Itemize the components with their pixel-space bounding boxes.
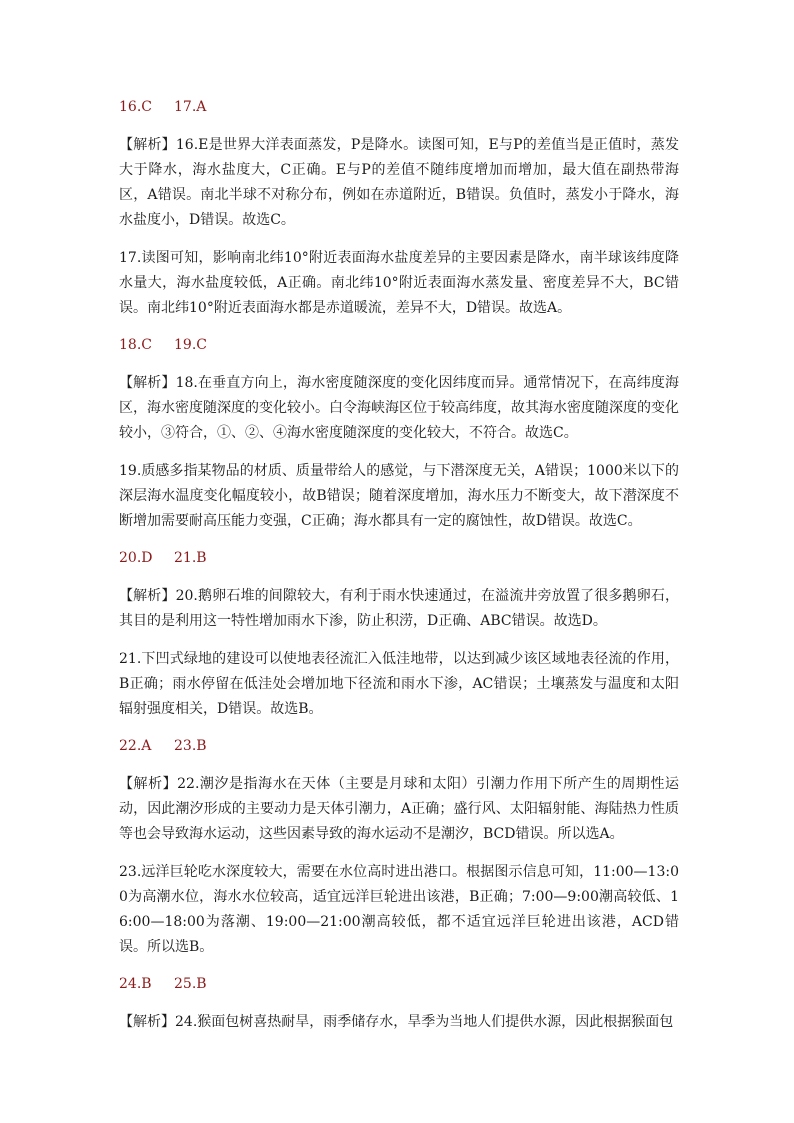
answer-key-line (119, 547, 679, 569)
explanation-paragraph: 【解析】16.E是世界大洋表面蒸发，P是降水。读图可知，E与P的差值当是正值时，蒸发大于降水，海水盐度大，C正确。E与P的差值不随纬度增加而增加，最大值在副热带海区，A错误。南北半球不对称分布，例如在赤道附近，B错误。负值时，蒸发小于降水，海水盐度小，D错误。故选C。 (119, 137, 679, 228)
answer-key: 20.D (119, 550, 153, 566)
answer-key-line (119, 96, 679, 118)
answer-key: 25.B (174, 976, 207, 992)
explanation-paragraph: 19.质感多指某物品的材质、质量带给人的感觉，与下潜深度无关，A错误；1000米以下的深层海水温度变化幅度较小，故B错误；随着深度增加，海水压力不断变大，故下潜深度不断增加需要耐高压能力变强，C正确；海水都具有一定的腐蚀性，故D错误。故选C。 (119, 463, 679, 529)
explanation-paragraph: 【解析】24.猴面包树喜热耐旱，雨季储存水，旱季为当地人们提供水源，因此根据猴面包 (119, 1014, 674, 1030)
question-group-22-23 (119, 735, 679, 960)
answer-explanations-page (119, 96, 679, 1048)
answer-key: 17.A (174, 99, 207, 115)
answer-key-line (119, 973, 679, 995)
question-group-20-21 (119, 547, 679, 722)
answer-key: 22.A (119, 738, 152, 754)
answer-key-line (119, 334, 679, 356)
answer-key: 19.C (174, 337, 207, 353)
answer-key: 21.B (174, 550, 207, 566)
question-group-16-17 (119, 96, 679, 321)
answer-key: 16.C (119, 99, 152, 115)
explanation-paragraph: 17.读图可知，影响南北纬10°附近表面海水盐度差异的主要因素是降水，南半球该纬度降水量大，海水盐度较低，A正确。南北纬10°附近表面海水蒸发量、密度差异不大，BC错误。南北纬10°附近表面海水都是赤道暖流，差异不大，D错误。故选A。 (119, 250, 679, 316)
answer-key: 24.B (119, 976, 152, 992)
explanation-paragraph: 23.远洋巨轮吃水深度较大，需要在水位高时进出港口。根据图示信息可知，11:00—13:00为高潮水位，海水水位较高，适宜远洋巨轮进出该港，B正确；7:00—9:00潮高较低、16:00—18:00为落潮、19:00—21:00潮高较低，都不适宜远洋巨轮进出该港，ACD错误。所以选B。 (119, 864, 679, 955)
question-group-18-19 (119, 334, 679, 534)
answer-key-line (119, 735, 679, 757)
explanation-paragraph: 【解析】18.在垂直方向上，海水密度随深度的变化因纬度而异。通常情况下，在高纬度海区，海水密度随深度的变化较小。白令海峡海区位于较高纬度，故其海水密度随深度的变化较小，③符合，①、②、④海水密度随深度的变化较大，不符合。故选C。 (119, 375, 679, 441)
explanation-paragraph: 21.下凹式绿地的建设可以使地表径流汇入低洼地带，以达到减少该区域地表径流的作用，B正确；雨水停留在低洼处会增加地下径流和雨水下渗，AC错误；土壤蒸发与温度和太阳辐射强度相关，D错误。故选B。 (119, 651, 679, 717)
explanation-paragraph: 【解析】20.鹅卵石堆的间隙较大，有利于雨水快速通过，在溢流井旁放置了很多鹅卵石，其目的是利用这一特性增加雨水下渗，防止积涝，D正确、ABC错误。故选D。 (119, 588, 679, 629)
question-group-24-25 (119, 973, 679, 1035)
answer-key: 23.B (174, 738, 207, 754)
explanation-paragraph: 【解析】22.潮汐是指海水在天体（主要是月球和太阳）引潮力作用下所产生的周期性运动，因此潮汐形成的主要动力是天体引潮力，A正确；盛行风、太阳辐射能、海陆热力性质等也会导致海水运动，这些因素导致的海水运动不是潮汐，BCD错误。所以选A。 (119, 776, 679, 842)
answer-key: 18.C (119, 337, 152, 353)
